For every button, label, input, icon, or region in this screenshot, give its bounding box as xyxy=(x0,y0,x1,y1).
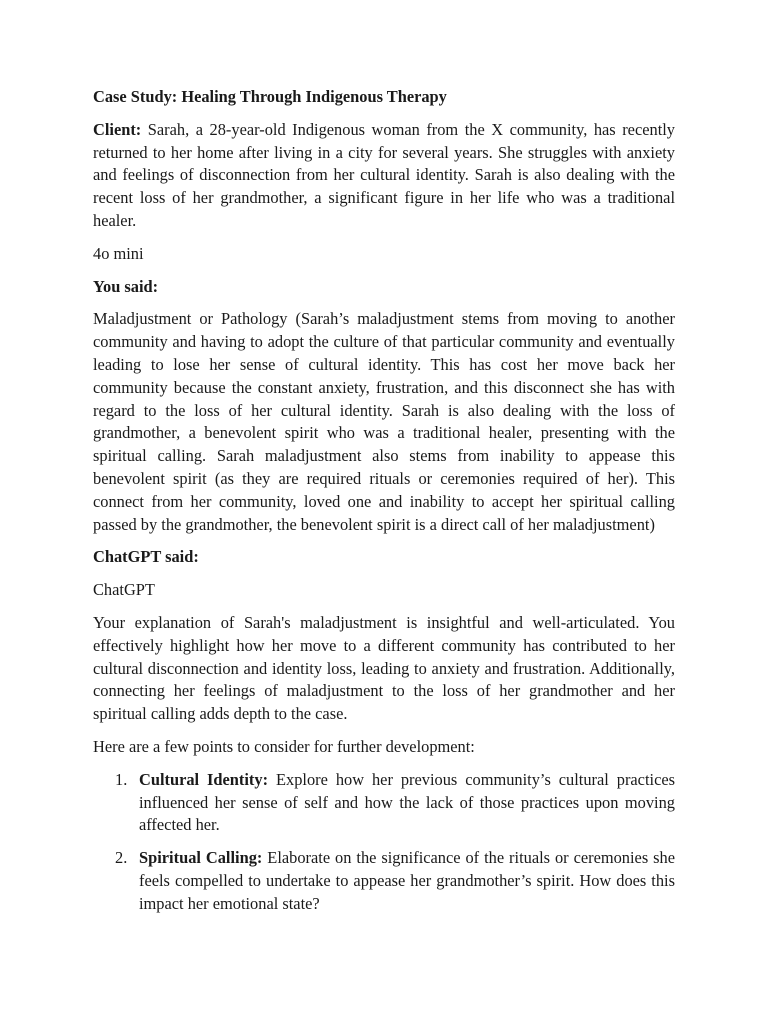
chatgpt-said-heading: ChatGPT said: xyxy=(93,547,199,567)
you-said-heading: You said: xyxy=(93,276,159,296)
list-item xyxy=(93,769,675,837)
client-paragraph xyxy=(93,119,675,233)
list-item-number: 2. xyxy=(115,848,128,868)
document-page xyxy=(93,86,675,926)
list-item-number: 1. xyxy=(115,769,128,789)
chatgpt-label: ChatGPT xyxy=(93,580,155,600)
points-list xyxy=(93,769,675,916)
list-item-heading: Cultural Identity: xyxy=(139,769,269,789)
points-intro: Here are a few points to consider for further development: xyxy=(93,736,475,756)
user-message: Maladjustment or Pathology (Sarah’s maladjustment stems from moving to another community and having to adopt the culture of that particular community and eventually leading to lose her sense of cultural identity. This has cost her move back her community because the constant anxiety, frustration, and this disconnect she has with regard to the loss of her cultural identity. Sarah is also dealing with the loss of grandmother, a benevolent spirit who was a traditional healer, presenting with the spiritual calling. Sarah maladjustment also stems from inability to appease this benevolent spirit (as they are required rituals or ceremonies required of her). This connect from her community, loved one and inability to accept her spiritual calling passed by the grandmother, the benevolent spirit is a direct call of her maladjustment) xyxy=(93,309,675,534)
list-item-text: Explore how her previous community’s cultural practices influenced her sense of self and how the lack of those practices upon moving affected her. xyxy=(139,769,675,835)
case-study-title: Case Study: Healing Through Indigenous Therapy xyxy=(93,87,447,106)
model-label: 4o mini xyxy=(93,243,144,263)
list-item-heading: Spiritual Calling: xyxy=(139,848,263,868)
response-intro: Your explanation of Sarah's maladjustment is insightful and well-articulated. You effectively highlight how her move to a different community has contributed to her cultural disconnection and identity loss, leading to anxiety and frustration. Additionally, connecting her feelings of maladjustment to the loss of her grandmother and her spiritual calling adds depth to the case. xyxy=(93,612,675,724)
list-item xyxy=(93,847,675,915)
client-label: Client: xyxy=(93,119,142,139)
client-description: Sarah, a 28-year-old Indigenous woman from the X community, has recently returned to her home after living in a city for several years. She struggles with anxiety and feelings of disconnection from her cultural identity. Sarah is also dealing with the recent loss of her grandmother, a significant figure in her life who was a traditional healer. xyxy=(93,119,675,230)
list-item-text: Elaborate on the significance of the rituals or ceremonies she feels compelled to undertake to appease her grandmother’s spirit. How does this impact her emotional state? xyxy=(139,848,676,913)
